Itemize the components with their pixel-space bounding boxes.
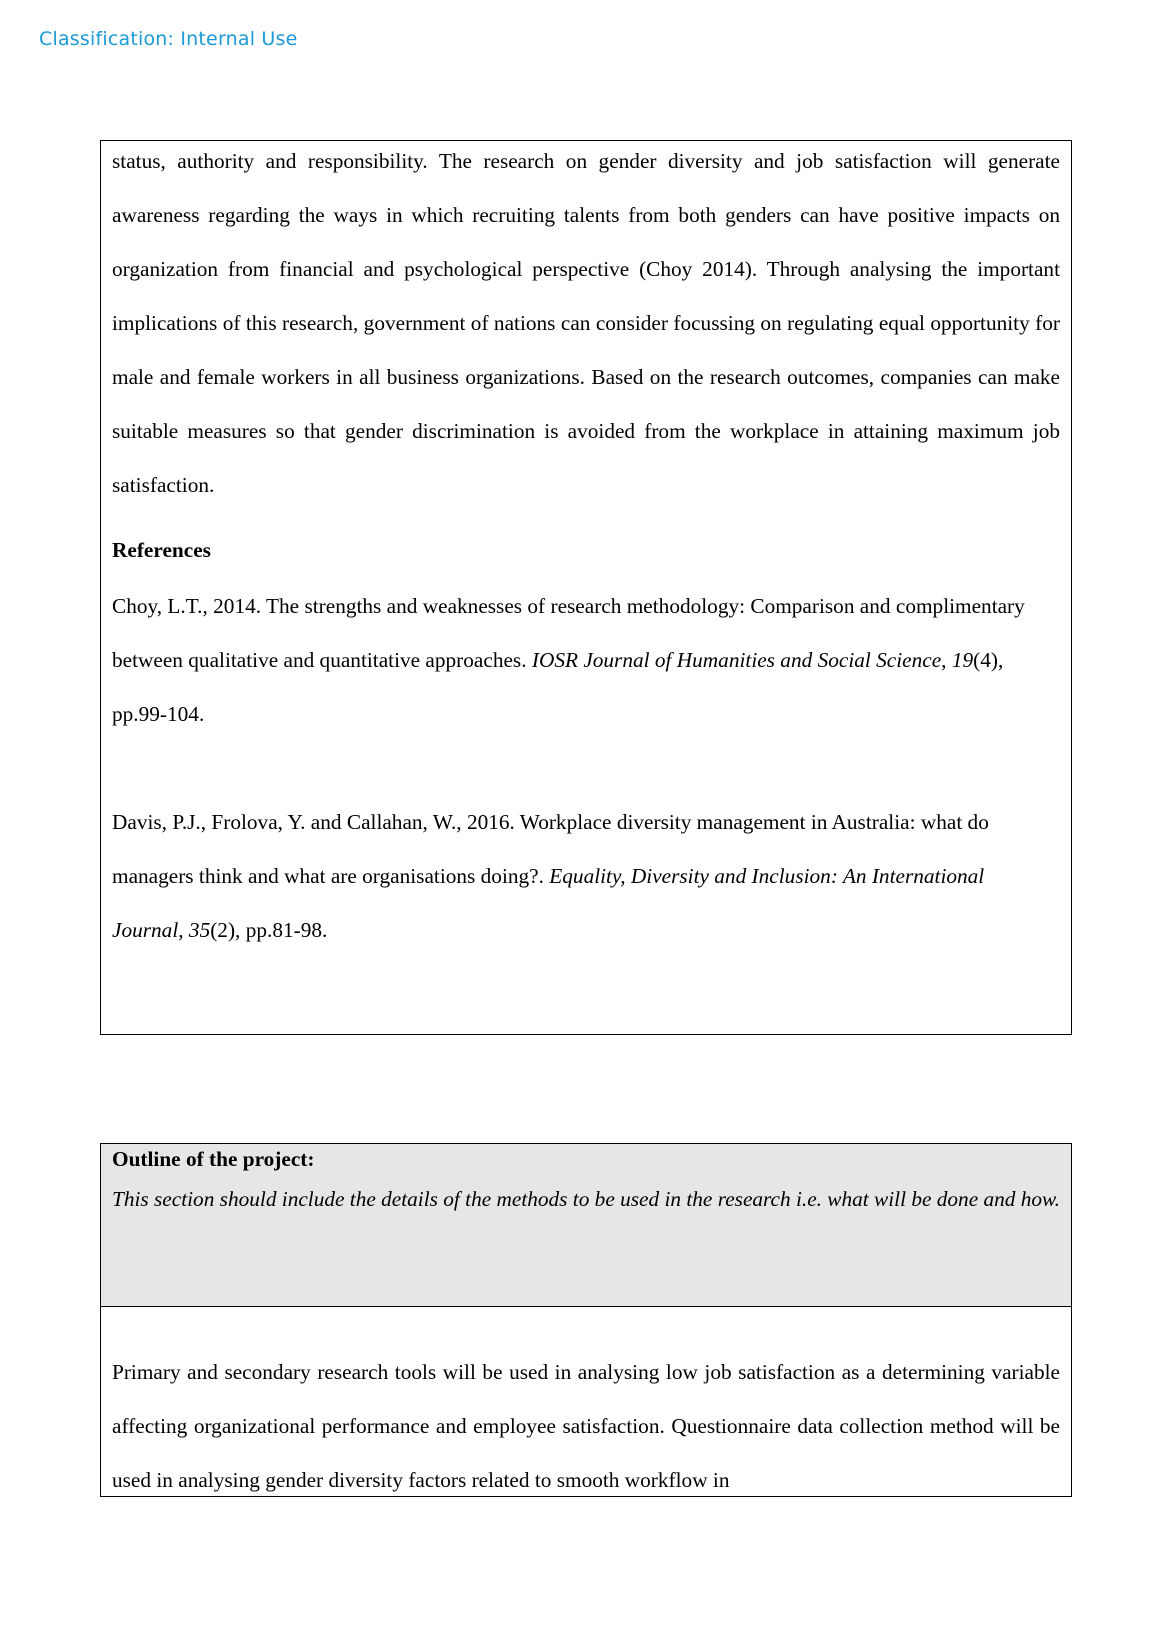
classification-label: Classification: Internal Use [39,28,298,50]
reference-item-choy [112,579,1060,741]
reference-journal: Equality, Diversity and Inclusion: An International Journal [112,864,985,942]
reference-text: Davis, P.J., Frolova, Y. and Callahan, W., 2016. Workplace diversity management in Australia: what do managers think and what are organisations doing?. [112,810,989,888]
reference-volume: 35 [188,918,211,942]
reference-separator: , [178,918,189,942]
reference-volume: 19 [951,648,974,672]
reference-text: Choy, L.T., 2014. The strengths and weaknesses of research methodology: Comparison and complimentary between qualitative and quantitative approaches. [112,594,1025,672]
outline-body-paragraph: Primary and secondary research tools will be used in analysing low job satisfaction as a determining variable affecting organizational performance and employee satisfaction. Questionnaire data collection method will be used in analysing gender diversity factors related to smooth workflow in [112,1360,1060,1492]
reference-pages: (4), pp.99-104. [112,648,1004,726]
outline-description: This section should include the details of the methods to be used in the research i.e. what will be done and how. [112,1187,1060,1211]
reference-journal: IOSR Journal of Humanities and Social Science [531,648,942,672]
reference-pages: (2), pp.81-98. [210,918,328,942]
outline-body-cell [101,1307,1071,1497]
outline-title: Outline of the project: [112,1147,315,1171]
reference-separator: , [941,648,952,672]
content-box-implications [100,140,1072,1035]
content-box-outline [100,1143,1072,1497]
implications-paragraph: status, authority and responsibility. The research on gender diversity and job satisfaction will generate awareness regarding the ways in which recruiting talents from both genders can have positive impacts on organization from financial and psychological perspective (Choy 2014). Through analysing the important implications of this research, government of nations can consider focussing on regulating equal opportunity for male and female workers in all business organizations. Based on the research outcomes, companies can make suitable measures so that gender discrimination is avoided from the workplace in attaining maximum job satisfaction. [112,149,1060,497]
reference-item-davis [112,795,1060,957]
outline-header-cell [101,1144,1071,1307]
references-heading: References [112,538,211,562]
